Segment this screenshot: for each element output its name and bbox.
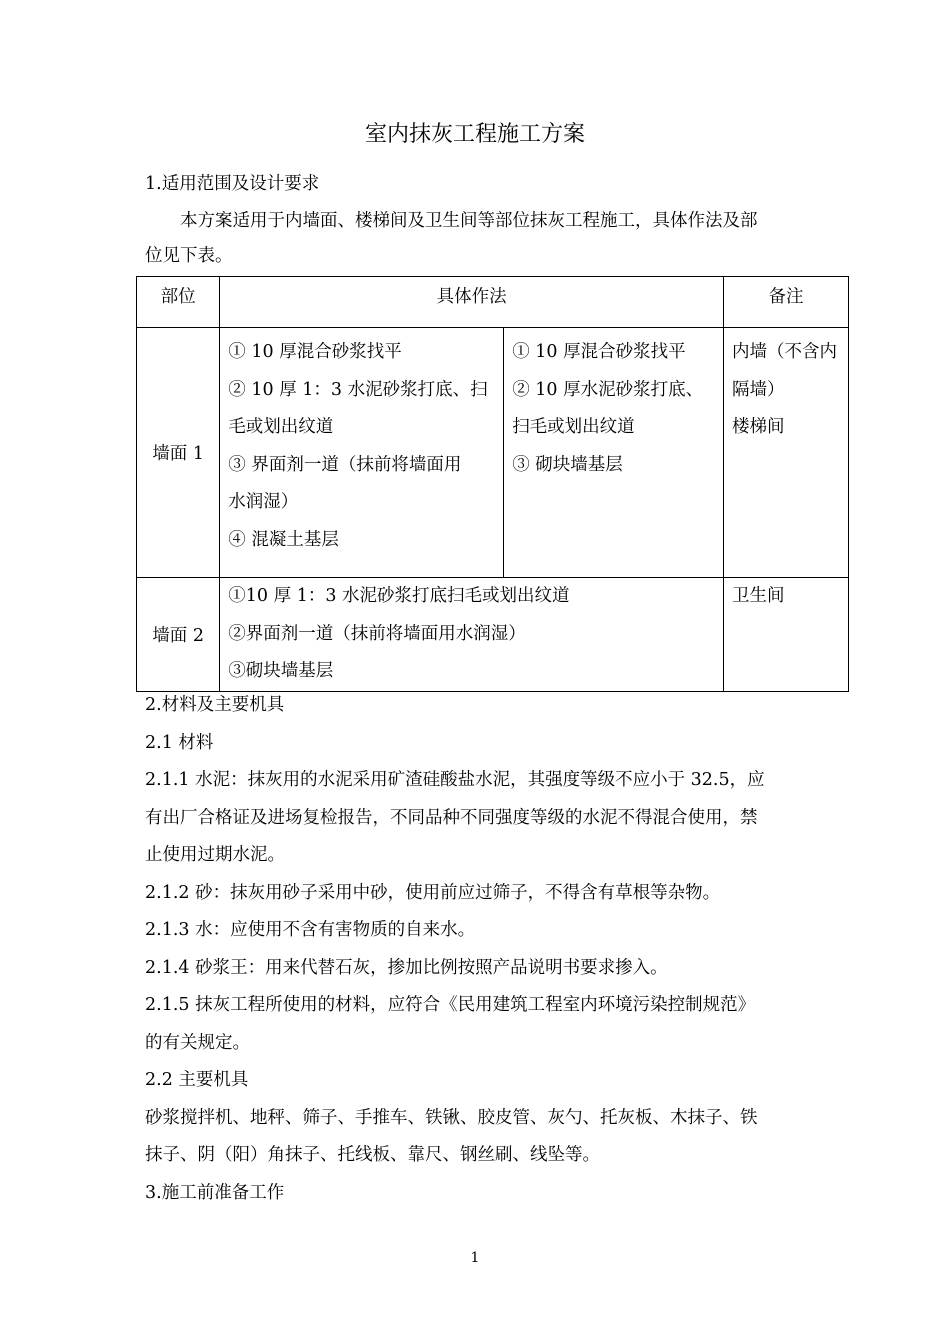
method-table xyxy=(136,276,849,692)
intro-paragraph-line-2: 位见下表。 xyxy=(145,246,233,266)
paragraph-2-1-1-line-1: 2.1.1 水泥：抹灰用的水泥采用矿渣硅酸盐水泥，其强度等级不应小于 32.5，应 xyxy=(145,770,765,790)
row1-method-a-line: ② 10 厚 1：3 水泥砂浆打底、扫 xyxy=(228,379,488,400)
paragraph-2-1-2: 2.1.2 砂：抹灰用砂子采用中砂，使用前应过筛子，不得含有草根等杂物。 xyxy=(145,883,721,903)
subsection-2-1-heading: 2.1 材料 xyxy=(145,733,214,753)
intro-paragraph-line-1: 本方案适用于内墙面、楼梯间及卫生间等部位抹灰工程施工，具体作法及部 xyxy=(180,211,758,231)
tools-paragraph-line-2: 抹子、阴（阳）角抹子、托线板、靠尺、钢丝刷、线坠等。 xyxy=(145,1145,600,1165)
row1-method-a-line: ④ 混凝土基层 xyxy=(228,529,339,550)
row2-note xyxy=(724,578,849,692)
tools-paragraph-line-1: 砂浆搅拌机、地秤、筛子、手推车、铁锹、胶皮管、灰勺、托灰板、木抹子、铁 xyxy=(145,1108,758,1128)
table-row xyxy=(137,578,849,692)
header-note: 备注 xyxy=(724,277,849,328)
row1-note-line: 隔墙） xyxy=(732,379,785,400)
row1-method-a-line: ① 10 厚混合砂浆找平 xyxy=(228,342,402,362)
paragraph-2-1-3: 2.1.3 水：应使用不含有害物质的自来水。 xyxy=(145,920,476,940)
header-method: 具体作法 xyxy=(220,277,724,328)
row2-method-line: ①10 厚 1：3 水泥砂浆打底扫毛或划出纹道 xyxy=(228,586,570,606)
paragraph-2-1-5-line-1: 2.1.5 抹灰工程所使用的材料，应符合《民用建筑工程室内环境污染控制规范》 xyxy=(145,995,756,1015)
header-part: 部位 xyxy=(137,277,220,328)
table-header-row xyxy=(137,277,849,328)
row1-method-b-line: ① 10 厚混合砂浆找平 xyxy=(512,342,686,362)
section-2-heading: 2.材料及主要机具 xyxy=(145,695,285,715)
paragraph-2-1-4: 2.1.4 砂浆王：用来代替石灰，掺加比例按照产品说明书要求掺入。 xyxy=(145,958,668,978)
row1-method-a-line: 毛或划出纹道 xyxy=(228,417,334,437)
row1-note-line: 楼梯间 xyxy=(732,417,785,437)
paragraph-2-1-1-line-3: 止使用过期水泥。 xyxy=(145,845,285,865)
paragraph-2-1-5-line-2: 的有关规定。 xyxy=(145,1033,250,1053)
subsection-2-2-heading: 2.2 主要机具 xyxy=(145,1070,249,1090)
paragraph-2-1-1-line-2: 有出厂合格证及进场复检报告，不同品种不同强度等级的水泥不得混合使用，禁 xyxy=(145,808,758,828)
page-number: 1 xyxy=(470,1250,480,1266)
row1-method-b-line: ③ 砌块墙基层 xyxy=(512,454,623,475)
section-3-heading: 3.施工前准备工作 xyxy=(145,1183,285,1203)
row1-part: 墙面 1 xyxy=(137,328,220,578)
row1-method-b-line: 扫毛或划出纹道 xyxy=(512,417,635,437)
section-1-heading: 1.适用范围及设计要求 xyxy=(145,174,320,194)
row2-note-line: 卫生间 xyxy=(732,586,785,606)
row1-method-b xyxy=(504,328,724,578)
row1-method-a xyxy=(220,328,504,578)
row2-method-line: ③砌块墙基层 xyxy=(228,661,334,681)
table-row xyxy=(137,328,849,578)
row2-method xyxy=(220,578,724,692)
document-title: 室内抹灰工程施工方案 xyxy=(364,122,585,147)
row2-part: 墙面 2 xyxy=(137,578,220,692)
row1-method-a-line: 水润湿） xyxy=(228,492,299,512)
row1-note xyxy=(724,328,849,578)
row1-method-a-line: ③ 界面剂一道（抹前将墙面用 xyxy=(228,454,462,475)
row2-method-line: ②界面剂一道（抹前将墙面用水润湿） xyxy=(228,623,526,644)
row1-method-b-line: ② 10 厚水泥砂浆打底、 xyxy=(512,379,704,400)
row1-note-line: 内墙（不含内 xyxy=(732,342,838,362)
